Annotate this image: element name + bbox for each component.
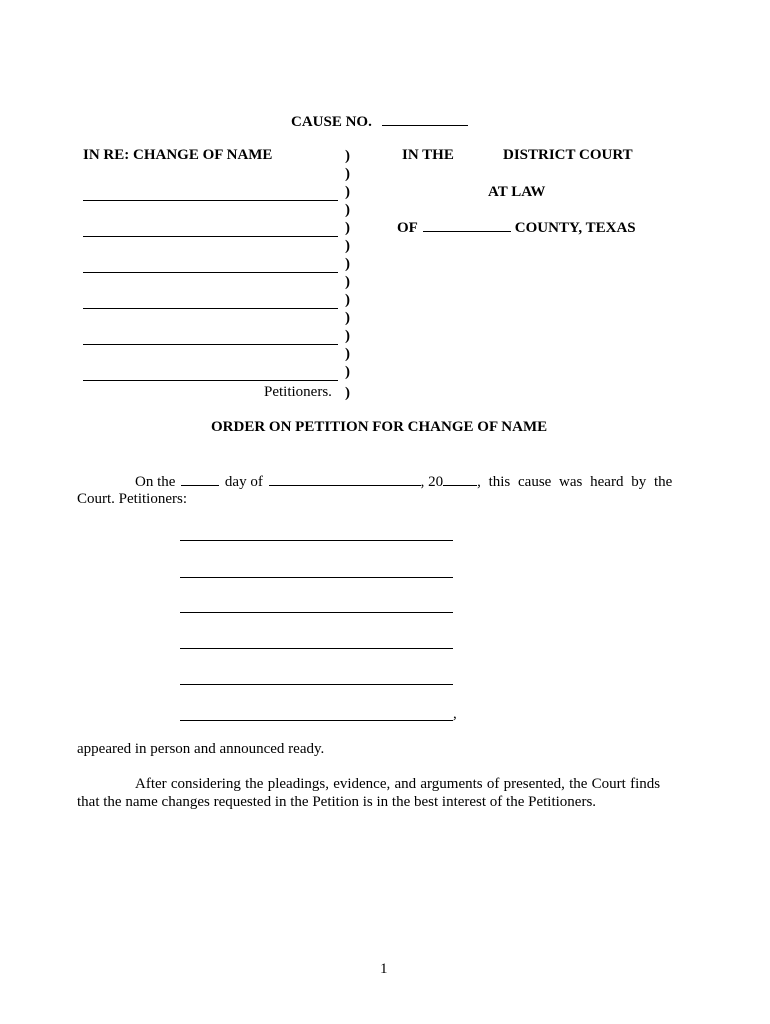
cause-number-label: CAUSE NO. — [291, 113, 468, 131]
petitioner-name-line-2[interactable] — [83, 236, 338, 237]
order-title: ORDER ON PETITION FOR CHANGE OF NAME — [211, 419, 548, 435]
appeared-petitioner-line-4[interactable] — [180, 648, 453, 649]
appeared-petitioner-line-5[interactable] — [180, 684, 453, 685]
petitioner-name-line-3[interactable] — [83, 272, 338, 273]
caption-paren: ) — [345, 310, 350, 326]
court-petitioners-label: Court. Petitioners: — [77, 491, 187, 507]
caption-paren: ) — [345, 184, 350, 200]
page-number: 1 — [380, 961, 388, 977]
petitioner-name-line-6[interactable] — [83, 380, 338, 381]
petitioner-name-line-5[interactable] — [83, 344, 338, 345]
appeared-petitioner-line-6[interactable] — [180, 720, 453, 721]
caption-paren: ) — [345, 220, 350, 236]
caption-paren: ) — [345, 256, 350, 272]
findings-text-line-1: After considering the pleadings, evidence, and arguments of presented, the Court finds — [135, 776, 661, 792]
caption-paren: ) — [345, 328, 350, 344]
caption-paren: ) — [345, 364, 350, 380]
caption-paren: ) — [345, 385, 350, 401]
month-blank[interactable] — [269, 473, 421, 486]
caption-paren: ) — [345, 202, 350, 218]
petitioner-name-line-4[interactable] — [83, 308, 338, 309]
caption-paren: ) — [345, 346, 350, 362]
court-county-line: OF COUNTY, TEXAS — [397, 220, 636, 236]
county-blank[interactable] — [423, 219, 511, 232]
petitioners-label: Petitioners. — [264, 384, 332, 400]
caption-paren: ) — [345, 292, 350, 308]
caption-paren: ) — [345, 238, 350, 254]
court-district: DISTRICT COURT — [503, 147, 633, 163]
in-re-heading: IN RE: CHANGE OF NAME — [83, 147, 273, 163]
line-comma: , — [453, 706, 457, 722]
day-blank[interactable] — [181, 473, 219, 486]
appeared-petitioner-line-2[interactable] — [180, 577, 453, 578]
caption-paren: ) — [345, 166, 350, 182]
cause-number-blank[interactable] — [382, 113, 468, 126]
findings-text-line-2: that the name changes requested in the Petition is in the best interest of the Petitioners. — [77, 794, 597, 810]
court-at-law: AT LAW — [488, 184, 546, 200]
caption-paren: ) — [345, 148, 350, 164]
petitioner-name-line-1[interactable] — [83, 200, 338, 201]
appeared-text: appeared in person and announced ready. — [77, 741, 325, 757]
hearing-date-line: On the day of , 20 , this cause was heard by the — [135, 474, 673, 490]
appeared-petitioner-line-1[interactable] — [180, 540, 453, 541]
caption-paren: ) — [345, 274, 350, 290]
year-blank[interactable] — [443, 473, 477, 486]
court-in-the: IN THE — [402, 147, 454, 163]
appeared-petitioner-line-3[interactable] — [180, 612, 453, 613]
